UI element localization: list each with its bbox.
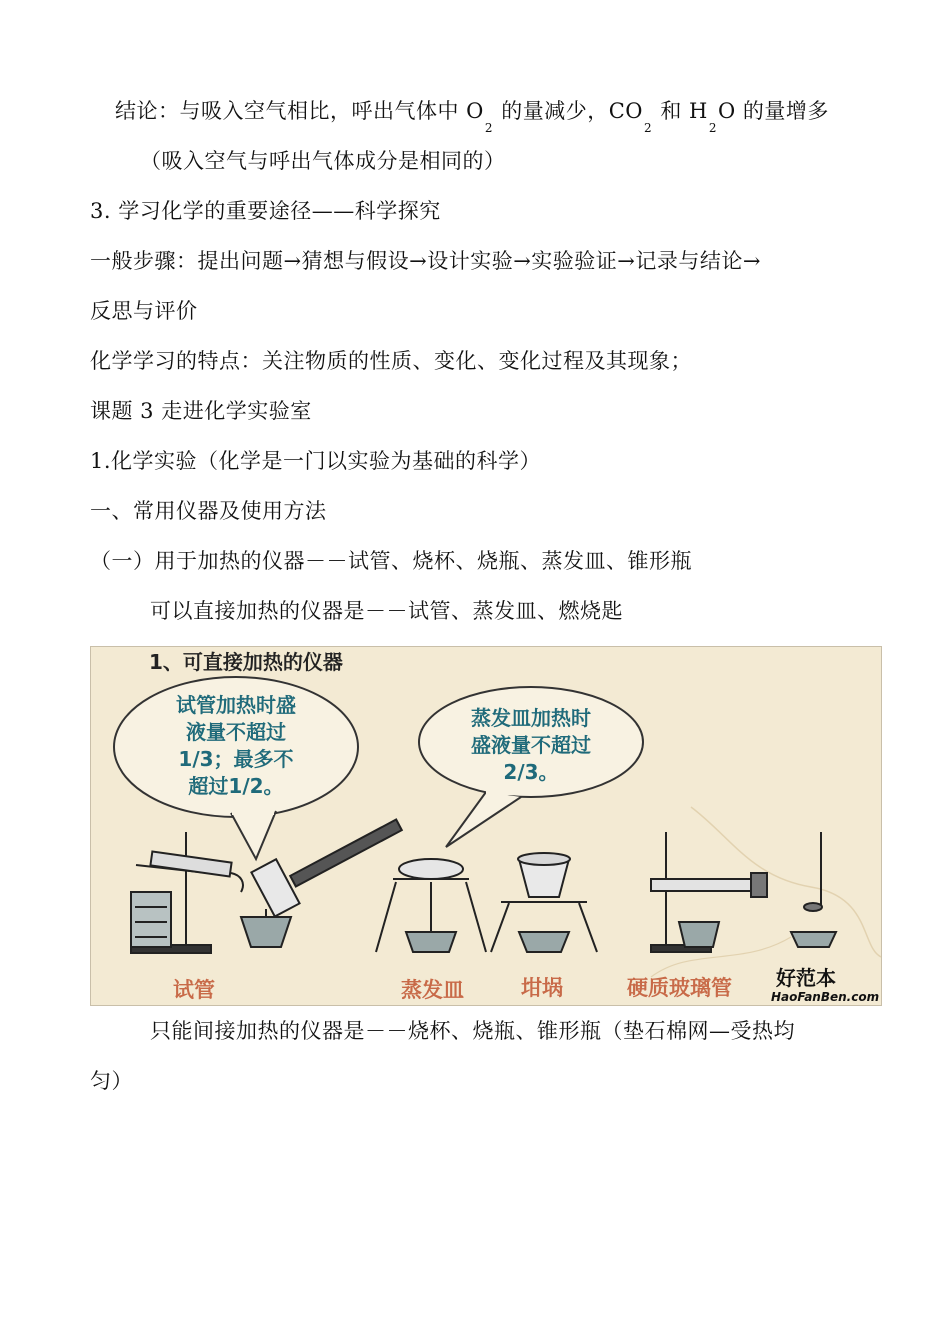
bubble-text: 盛液量不超过	[471, 733, 591, 757]
apparatus-illustration	[91, 647, 881, 1005]
watermark-logo	[767, 965, 879, 1004]
label-test-tube: 试管	[173, 978, 215, 1002]
paragraph-line: 匀）	[90, 1069, 133, 1093]
subscript: 2	[644, 121, 653, 135]
label-hard-glass-tube: 硬质玻璃管	[627, 976, 732, 1000]
figure-title: 1、可直接加热的仪器	[149, 650, 343, 674]
subscript: 2	[484, 121, 494, 135]
section-heading: 一、常用仪器及使用方法	[90, 499, 327, 523]
conclusion-text-d: O 的量增多	[717, 99, 829, 123]
watermark-en: HaoFanBen.com	[771, 990, 880, 1004]
lesson-heading: 课题 3 走进化学实验室	[90, 399, 312, 423]
paragraph-line: 1.化学实验（化学是一门以实验为基础的科学）	[90, 449, 542, 473]
label-evaporating-dish: 蒸发皿	[401, 978, 464, 1002]
section-heading: 3. 学习化学的重要途径——科学探究	[90, 199, 441, 223]
paragraph-line: 反思与评价	[90, 299, 198, 323]
label-crucible: 坩埚	[521, 976, 563, 1000]
paragraph-line: 只能间接加热的仪器是－－烧杯、烧瓶、锥形瓶（垫石棉网—受热均	[150, 1019, 795, 1043]
paragraph-line: 可以直接加热的仪器是－－试管、蒸发皿、燃烧匙	[150, 599, 623, 623]
bubble-text: 液量不超过	[186, 720, 286, 744]
conclusion-text-b: 的量减少，CO	[494, 99, 643, 123]
conclusion-text-c: 和 H	[653, 99, 708, 123]
conclusion-line	[115, 96, 829, 135]
bubble-text: 2/3。	[503, 760, 559, 784]
paragraph-line: （吸入空气与呼出气体成分是相同的）	[140, 149, 506, 173]
watermark-cn: 好范本	[776, 966, 836, 990]
conclusion-text-a: 结论：与吸入空气相比，呼出气体中 O	[115, 99, 484, 123]
paragraph-line: 化学学习的特点：关注物质的性质、变化、变化过程及其现象；	[90, 349, 692, 373]
apparatus-figure	[90, 646, 882, 1006]
paragraph-line: （一）用于加热的仪器－－试管、烧杯、烧瓶、蒸发皿、锥形瓶	[90, 549, 692, 573]
bubble-text: 1/3；最多不	[178, 747, 294, 771]
paragraph-line: 一般步骤：提出问题→猜想与假设→设计实验→实验验证→记录与结论→	[90, 249, 761, 273]
bubble-text: 蒸发皿加热时	[471, 706, 591, 730]
subscript: 2	[708, 121, 717, 135]
bubble-text: 超过1/2。	[188, 774, 284, 798]
bubble-text: 试管加热时盛	[176, 693, 296, 717]
